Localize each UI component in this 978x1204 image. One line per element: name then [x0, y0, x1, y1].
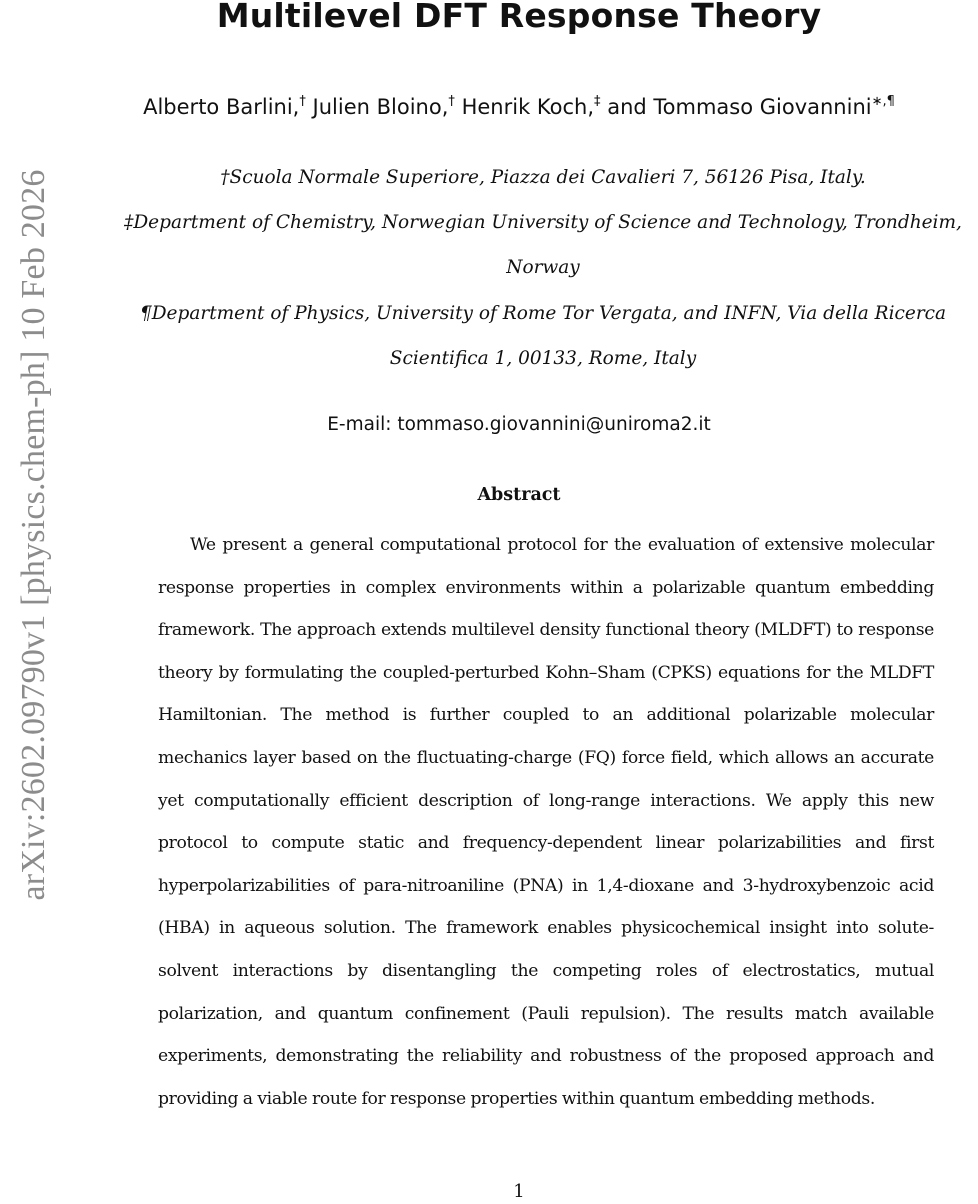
affiliation-line: †Scuola Normale Superiore, Piazza dei Cavalieri 7, 56126 Pisa, Italy. — [220, 167, 866, 188]
abstract-body — [158, 524, 934, 1120]
author-name: Julien Bloino, — [312, 95, 449, 119]
abstract-paragraph: We present a general computational protocol for the evaluation of extensive molecular response properties in complex environments within a polarizable quantum embedding framework. The approach extends multilevel density functional theory (MLDFT) to response theory by formulating the coupled-perturbed Kohn–Sham (CPKS) equations for the MLDFT Hamiltonian. The method is further coupled to an additional polarizable molecular mechanics layer based on the fluctuating-charge (FQ) force field, which allows an accurate yet computationally efficient description of long-range interactions. We apply this new protocol to compute static and frequency-dependent linear polarizabilities and first hyperpolarizabilities of para-nitroaniline (PNA) in 1,4-dioxane and 3-hydroxybenzoic acid (HBA) in aqueous solution. The framework enables physicochemical insight into solute-solvent interactions by disentangling the competing roles of electrostatics, mutual polarization, and quantum confinement (Pauli repulsion). The results match available experiments, demonstrating the reliability and robustness of the proposed approach and providing a viable route for response properties within quantum embedding methods. — [158, 535, 934, 1109]
paper-title: Multilevel DFT Response Theory — [216, 0, 822, 35]
contact-email: E-mail: tommaso.giovannini@uniroma2.it — [327, 414, 711, 435]
author-list — [60, 90, 978, 124]
author-name: and Tommaso Giovannini — [607, 95, 872, 119]
arxiv-identifier-stamp: arXiv:2602.09790v1 [physics.chem-ph] 10 Feb 2026 — [15, 169, 52, 901]
author-affiliation-mark: † — [299, 94, 306, 109]
author-affiliation-mark: ∗,¶ — [871, 94, 895, 109]
author-name: Henrik Koch, — [461, 95, 595, 119]
abstract-heading: Abstract — [477, 485, 561, 505]
affiliation-line: ‡Department of Chemistry, Norwegian University of Science and Technology, Trondheim, — [124, 212, 962, 233]
author-affiliation-mark: ‡ — [594, 94, 601, 109]
page-number: 1 — [513, 1181, 525, 1202]
affiliation-line: Scientifica 1, 00133, Rome, Italy — [389, 348, 697, 369]
author-name: Alberto Barlini, — [143, 95, 300, 119]
affiliation-line: Norway — [506, 257, 580, 278]
author-affiliation-mark: † — [448, 94, 455, 109]
affiliation-line: ¶Department of Physics, University of Rome Tor Vergata, and INFN, Via della Ricerca — [139, 303, 947, 324]
